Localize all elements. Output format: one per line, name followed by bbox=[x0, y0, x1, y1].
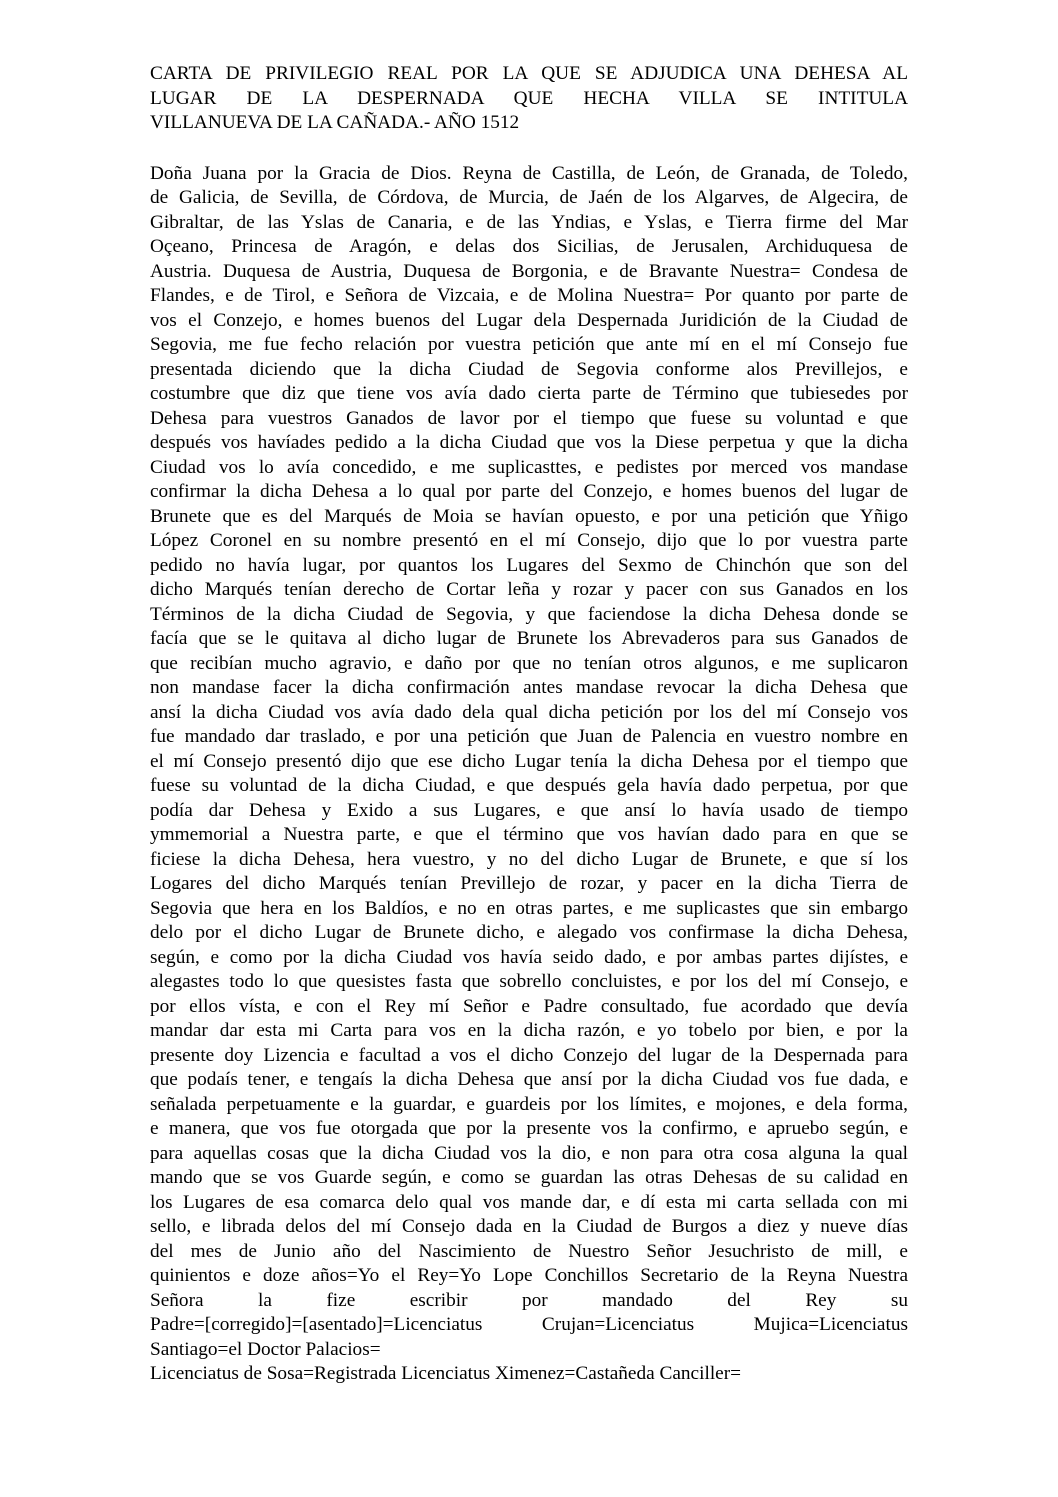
body-line: sello, e librada delos del mí Consejo dada en la Ciudad de Burgos a diez y nueve días bbox=[150, 1216, 908, 1237]
body-line: Oçeano, Princesa de Aragón, e delas dos Sicilias, de Jerusalen, Archiduquesa de bbox=[150, 236, 908, 257]
body-line: los Lugares de esa comarca delo qual vos mande dar, e dí esta mi carta sellada con mi bbox=[150, 1191, 908, 1213]
body-line: podía dar Dehesa y Exido a sus Lugares, e que ansí lo havía usado de tiempo bbox=[150, 799, 908, 821]
body-line: ansí la dicha Ciudad vos avía dado dela qual dicha petición por los del mí Consejo vos bbox=[150, 701, 908, 723]
title-line: LUGAR DE LA DESPERNADA QUE HECHA VILLA SE INTITULA bbox=[150, 87, 908, 109]
body-line: por ellos vísta, e con el Rey mí Señor e Padre consultado, fue acordado que devía bbox=[150, 995, 908, 1017]
document-body bbox=[150, 162, 908, 1363]
title-line: CARTA DE PRIVILEGIO REAL POR LA QUE SE ADJUDICA UNA DEHESA AL bbox=[150, 63, 908, 84]
body-line: costumbre que diz que tiene vos avía dado cierta parte de Término que tubiesedes por bbox=[150, 383, 908, 404]
body-line: facía que se le quitava al dicho lugar de Brunete los Abrevaderos para sus Ganados de bbox=[150, 628, 908, 649]
body-line: Señora la fize escribir por mandado del Rey su bbox=[150, 1289, 908, 1311]
body-line: fuese su voluntad de la dicha Ciudad, e que después gela havía dado perpetua, por que bbox=[150, 775, 908, 796]
body-line: Gibraltar, de las Yslas de Canaria, e de las Yndias, e Yslas, e Tierra firme del Mar bbox=[150, 211, 908, 233]
body-line: señalada perpetuamente e la guardar, e guardeis por los límites, e mojones, e dela forma, bbox=[150, 1093, 908, 1115]
body-line: Flandes, e de Tirol, e Señora de Vizcaia, e de Molina Nuestra= Por quanto por parte de bbox=[150, 285, 908, 306]
body-line: presentada diciendo que la dicha Ciudad de Segovia conforme alos Previllejos, e bbox=[150, 358, 908, 380]
body-line: vos el Conzejo, e homes buenos del Lugar dela Despernada Juridición de la Ciudad de bbox=[150, 309, 908, 331]
document-title bbox=[150, 62, 908, 136]
body-line: delo por el dicho Lugar de Brunete dicho, e alegado vos confirmase la dicha Dehesa, bbox=[150, 922, 908, 943]
body-line: según, e como por la dicha Ciudad vos havía seido dado, e por ambas partes dijístes, e bbox=[150, 946, 908, 968]
body-line: quinientos e doze años=Yo el Rey=Yo Lope Conchillos Secretario de la Reyna Nuestra bbox=[150, 1265, 908, 1286]
body-line: dicho Marqués tenían derecho de Cortar leña y rozar y pacer con sus Ganados en los bbox=[150, 579, 908, 600]
document-page bbox=[150, 62, 908, 1387]
body-line: Doña Juana por la Gracia de Dios. Reyna de Castilla, de León, de Granada, de Toledo, bbox=[150, 162, 908, 184]
body-line: Santiago=el Doctor Palacios= bbox=[150, 1338, 381, 1360]
body-line: Dehesa para vuestros Ganados de lavor por el tiempo que fuese su voluntad e que bbox=[150, 407, 908, 429]
closing-line: Licenciatus de Sosa=Registrada Licenciatus Ximenez=Castañeda Canciller= bbox=[150, 1363, 742, 1384]
body-line: ficiese la dicha Dehesa, hera vuestro, y no del dicho Lugar de Brunete, e que sí los bbox=[150, 848, 908, 870]
body-line: Logares del dicho Marqués tenían Previllejo de rozar, y pacer en la dicha Tierra de bbox=[150, 873, 908, 894]
body-line: mandar dar esta mi Carta para vos en la dicha razón, e yo tobelo por bien, e por la bbox=[150, 1020, 908, 1041]
body-line: Segovia, me fue fecho relación por vuestra petición que ante mí en el mí Consejo fue bbox=[150, 334, 908, 355]
body-line: López Coronel en su nombre presentó en el mí Consejo, dijo que lo por vuestra parte bbox=[150, 530, 908, 551]
body-line: Segovia que hera en los Baldíos, e no en otras partes, e me suplicastes que sin embargo bbox=[150, 897, 908, 919]
body-line: fue mandado dar traslado, e por una petición que Juan de Palencia en vuestro nombre en bbox=[150, 726, 908, 747]
body-line: Ciudad vos lo avía concedido, e me suplicasttes, e pedistes por merced vos mandase bbox=[150, 456, 908, 478]
body-line: presente doy Lizencia e facultad a vos el dicho Conzejo del lugar de la Despernada para bbox=[150, 1044, 908, 1066]
body-line: Padre=[corregido]=[asentado]=Licenciatus Crujan=Licenciatus Mujica=Licenciatus bbox=[150, 1314, 908, 1335]
body-line: pedido no havía lugar, por quantos los Lugares del Sexmo de Chinchón que son del bbox=[150, 554, 908, 576]
body-line: después vos havíades pedido a la dicha Ciudad que vos la Diese perpetua y que la dicha bbox=[150, 432, 908, 453]
body-line: mando que se vos Guarde según, e como se guardan las otras Dehesas de su calidad en bbox=[150, 1167, 908, 1188]
body-line: Austria. Duquesa de Austria, Duquesa de Borgonia, e de Bravante Nuestra= Condesa de bbox=[150, 260, 908, 282]
body-line: Brunete que es del Marqués de Moia se havían opuesto, e por una petición que Yñigo bbox=[150, 505, 908, 527]
body-line: non mandase facer la dicha confirmación antes mandase revocar la dicha Dehesa que bbox=[150, 677, 908, 698]
body-line: e manera, que vos fue otorgada que por la presente vos la confirmo, e apruebo según, e bbox=[150, 1118, 908, 1139]
body-line: Términos de la dicha Ciudad de Segovia, y que faciendose la dicha Dehesa donde se bbox=[150, 603, 908, 625]
title-line: VILLANUEVA DE LA CAÑADA.- AÑO 1512 bbox=[150, 112, 520, 133]
body-line: alegastes todo lo que quesistes fasta que sobrello concluistes, e por los del mí Consejo, e bbox=[150, 971, 908, 992]
body-line: que podaís tener, e tengaís la dicha Dehesa que ansí por la dicha Ciudad vos fue dada, e bbox=[150, 1069, 908, 1090]
body-line: el mí Consejo presentó dijo que ese dicho Lugar tenía la dicha Dehesa por el tiempo que bbox=[150, 750, 908, 772]
body-line: para aquellas cosas que la dicha Ciudad vos la dio, e non para otra cosa alguna la qual bbox=[150, 1142, 908, 1164]
body-line: de Galicia, de Sevilla, de Córdova, de Murcia, de Jaén de los Algarves, de Algecira, de bbox=[150, 187, 908, 208]
body-line: confirmar la dicha Dehesa a lo qual por parte del Conzejo, e homes buenos del lugar de bbox=[150, 481, 908, 502]
body-line: ymmemorial a Nuestra parte, e que el término que vos havían dado para en que se bbox=[150, 824, 908, 845]
body-line: que recibían mucho agravio, e daño por que no tenían otros algunos, e me suplicaron bbox=[150, 652, 908, 674]
body-line: del mes de Junio año del Nascimiento de Nuestro Señor Jesuchristo de mill, e bbox=[150, 1240, 908, 1262]
